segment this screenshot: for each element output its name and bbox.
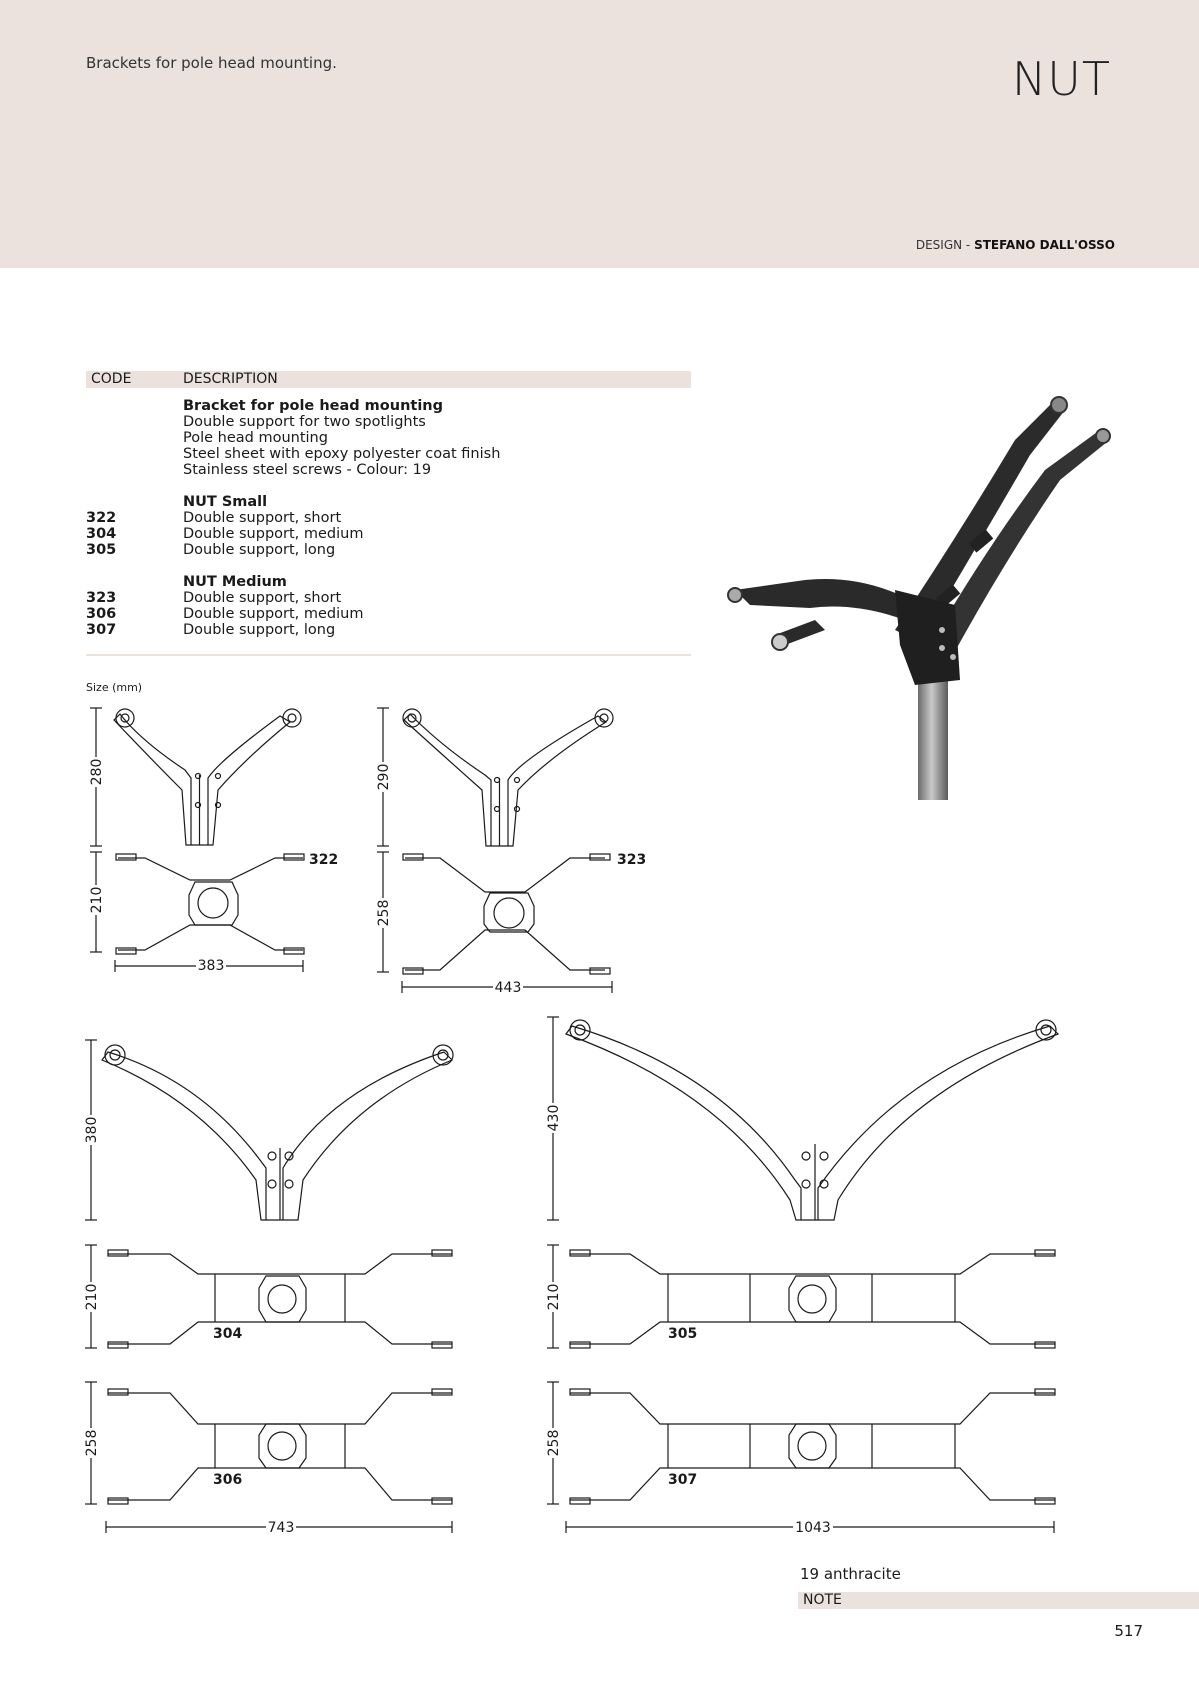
row-description: NUT Medium <box>183 574 287 590</box>
dim-height-304-306: 380 <box>84 1116 100 1144</box>
drawing-322-front <box>114 709 301 845</box>
row-description: Double support, short <box>183 510 342 526</box>
code-label-305: 305 <box>668 1326 698 1342</box>
design-prefix: DESIGN - <box>915 238 975 252</box>
designer-name: STEFANO DALL'OSSO <box>974 238 1115 252</box>
dim-depth-304: 210 <box>84 1283 100 1311</box>
row-code: 307 <box>86 622 117 638</box>
row-description: Double support, medium <box>183 526 364 542</box>
row-description: Double support, long <box>183 542 336 558</box>
product-title: NUT <box>1011 52 1111 106</box>
drawing-322-top <box>116 854 304 954</box>
dimension-lines-323 <box>377 708 612 993</box>
dim-depth-307: 258 <box>546 1429 562 1457</box>
page-subtitle: Brackets for pole head mounting. <box>86 54 337 72</box>
row-code: 323 <box>86 590 117 606</box>
dim-height-323: 290 <box>376 763 392 791</box>
note-bar <box>798 1592 1199 1609</box>
row-code: 305 <box>86 542 117 558</box>
row-code: 306 <box>86 606 117 622</box>
drawing-304-306-front <box>102 1045 453 1220</box>
code-label-322: 322 <box>309 852 339 868</box>
dimension-lines-322 <box>90 708 303 972</box>
dim-width-304-306: 743 <box>267 1520 295 1536</box>
drawing-323-front <box>403 709 613 846</box>
row-description: Double support for two spotlights <box>183 414 426 430</box>
dim-depth-306: 258 <box>84 1429 100 1457</box>
note-value: 19 anthracite <box>800 1565 901 1583</box>
page-number: 517 <box>1114 1622 1143 1640</box>
dim-width-323: 443 <box>494 980 522 996</box>
row-code: 304 <box>86 526 117 542</box>
code-label-323: 323 <box>617 852 647 868</box>
row-description: Pole head mounting <box>183 430 328 446</box>
row-description: Double support, short <box>183 590 342 606</box>
col-description-header: DESCRIPTION <box>183 371 278 387</box>
row-description: NUT Small <box>183 494 268 510</box>
dimension-lines-305-307 <box>547 1017 1054 1533</box>
dim-height-322: 280 <box>89 758 105 786</box>
col-code-header: CODE <box>91 371 132 387</box>
code-label-306: 306 <box>213 1472 243 1488</box>
code-label-304: 304 <box>213 1326 243 1342</box>
row-description: Stainless steel screws - Colour: 19 <box>183 462 432 478</box>
row-description: Double support, medium <box>183 606 364 622</box>
dim-depth-305: 210 <box>546 1283 562 1311</box>
drawing-323-top <box>403 854 610 974</box>
dimension-lines-304-306 <box>85 1040 452 1533</box>
drawing-305-top <box>570 1250 1055 1348</box>
drawing-305-307-front <box>566 1020 1058 1220</box>
dim-width-322: 383 <box>197 958 225 974</box>
row-code: 322 <box>86 510 117 526</box>
row-description: Bracket for pole head mounting <box>183 398 444 414</box>
note-label: NOTE <box>803 1592 842 1608</box>
drawing-304-top <box>108 1250 452 1348</box>
row-description: Steel sheet with epoxy polyester coat finish <box>183 446 501 462</box>
code-label-307: 307 <box>668 1472 698 1488</box>
dim-width-305-307: 1043 <box>795 1520 831 1536</box>
dim-depth-322: 210 <box>89 886 105 914</box>
drawing-307-top <box>570 1389 1055 1504</box>
drawing-306-top <box>108 1389 452 1504</box>
dim-depth-323: 258 <box>376 899 392 927</box>
size-label: Size (mm) <box>86 681 143 694</box>
row-description: Double support, long <box>183 622 336 638</box>
dim-height-305-307: 430 <box>546 1104 562 1132</box>
